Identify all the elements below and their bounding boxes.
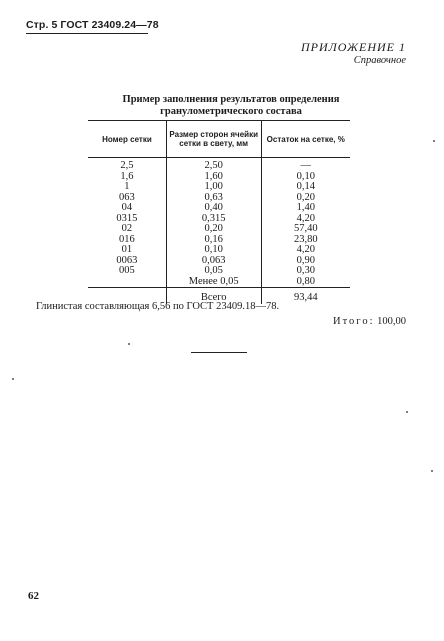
scan-speck <box>12 378 14 380</box>
cell-residue: 0,80 <box>296 275 315 287</box>
table-row <box>88 158 350 172</box>
cell-sieve-number <box>88 277 166 288</box>
cell-mesh-size: 1,00 <box>166 182 261 193</box>
scan-speck <box>433 140 435 142</box>
cell-residue: — <box>300 160 312 171</box>
header-residue: Остаток на сетке, % <box>261 121 350 158</box>
page-header: Стр. 5 ГОСТ 23409.24—78 <box>26 19 159 31</box>
cell-residue: 0,14 <box>296 181 315 192</box>
cell-residue: 0,20 <box>296 191 315 203</box>
cell-sieve-number: 0315 <box>88 214 166 225</box>
cell-residue: 57,40 <box>293 223 318 234</box>
cell-residue: 23,80 <box>293 233 318 245</box>
cell-sieve-number: 01 <box>88 245 166 256</box>
table-row <box>88 266 350 277</box>
table-title-line-2: гранулометрического состава <box>160 106 302 117</box>
table-row <box>88 277 350 288</box>
cell-mesh-size: 2,50 <box>166 158 261 172</box>
header-mesh-size: Размер сторон ячейки сетки в свету, мм <box>166 121 261 158</box>
cell-residue: 0,30 <box>296 265 315 276</box>
cell-residue: 1,40 <box>296 202 315 213</box>
cell-mesh-size: 0,16 <box>166 235 261 246</box>
appendix-note: Справочное <box>353 55 406 66</box>
cell-residue: 0,90 <box>296 254 315 266</box>
scan-speck <box>431 470 433 472</box>
cell-residue: 4,20 <box>296 244 315 255</box>
cell-sieve-number: 0063 <box>88 256 166 267</box>
cell-sieve-number: 2,5 <box>88 158 166 172</box>
appendix-title: ПРИЛОЖЕНИЕ 1 <box>301 40 406 54</box>
cell-mesh-size: 0,063 <box>166 256 261 267</box>
cell-mesh-size: 0,20 <box>166 224 261 235</box>
scan-speck <box>406 411 408 413</box>
cell-sieve-number: 04 <box>88 203 166 214</box>
table-title-line-1: Пример заполнения результатов определения <box>122 94 340 105</box>
cell-mesh-size: 0,63 <box>166 193 261 204</box>
header-sieve-number: Номер сетки <box>88 121 166 158</box>
cell-mesh-size: 1,60 <box>166 172 261 183</box>
cell-sieve-number: 016 <box>88 235 166 246</box>
table-row <box>88 182 350 193</box>
cell-residue: 0,10 <box>296 170 315 182</box>
cell-sieve-number: 1,6 <box>88 172 166 183</box>
section-divider <box>191 352 247 353</box>
final-total-value: 100,00 <box>377 316 406 327</box>
granulometric-table <box>88 120 350 304</box>
cell-sieve-number: 005 <box>88 266 166 277</box>
scan-speck <box>128 343 130 345</box>
total-value: 93,44 <box>261 288 350 304</box>
table-row <box>88 224 350 235</box>
cell-mesh-size: 0,315 <box>166 214 261 225</box>
table-row <box>88 245 350 256</box>
page-number: 62 <box>28 590 39 602</box>
clay-component-note: Глинистая составляющая 6,56 по ГОСТ 23409.18—78. <box>36 301 280 312</box>
table-header-row <box>88 121 350 158</box>
cell-mesh-size: 0,40 <box>166 203 261 214</box>
header-underline <box>26 33 148 34</box>
cell-residue: 4,20 <box>296 212 315 224</box>
cell-mesh-size: Менее 0,05 <box>166 277 261 288</box>
cell-sieve-number: 02 <box>88 224 166 235</box>
cell-sieve-number: 1 <box>88 182 166 193</box>
table-row <box>88 203 350 214</box>
final-total <box>333 316 406 327</box>
cell-mesh-size: 0,10 <box>166 245 261 256</box>
cell-sieve-number: 063 <box>88 193 166 204</box>
final-total-label: Итого: <box>333 316 375 327</box>
cell-mesh-size: 0,05 <box>166 266 261 277</box>
total-label: Всего <box>166 288 261 304</box>
